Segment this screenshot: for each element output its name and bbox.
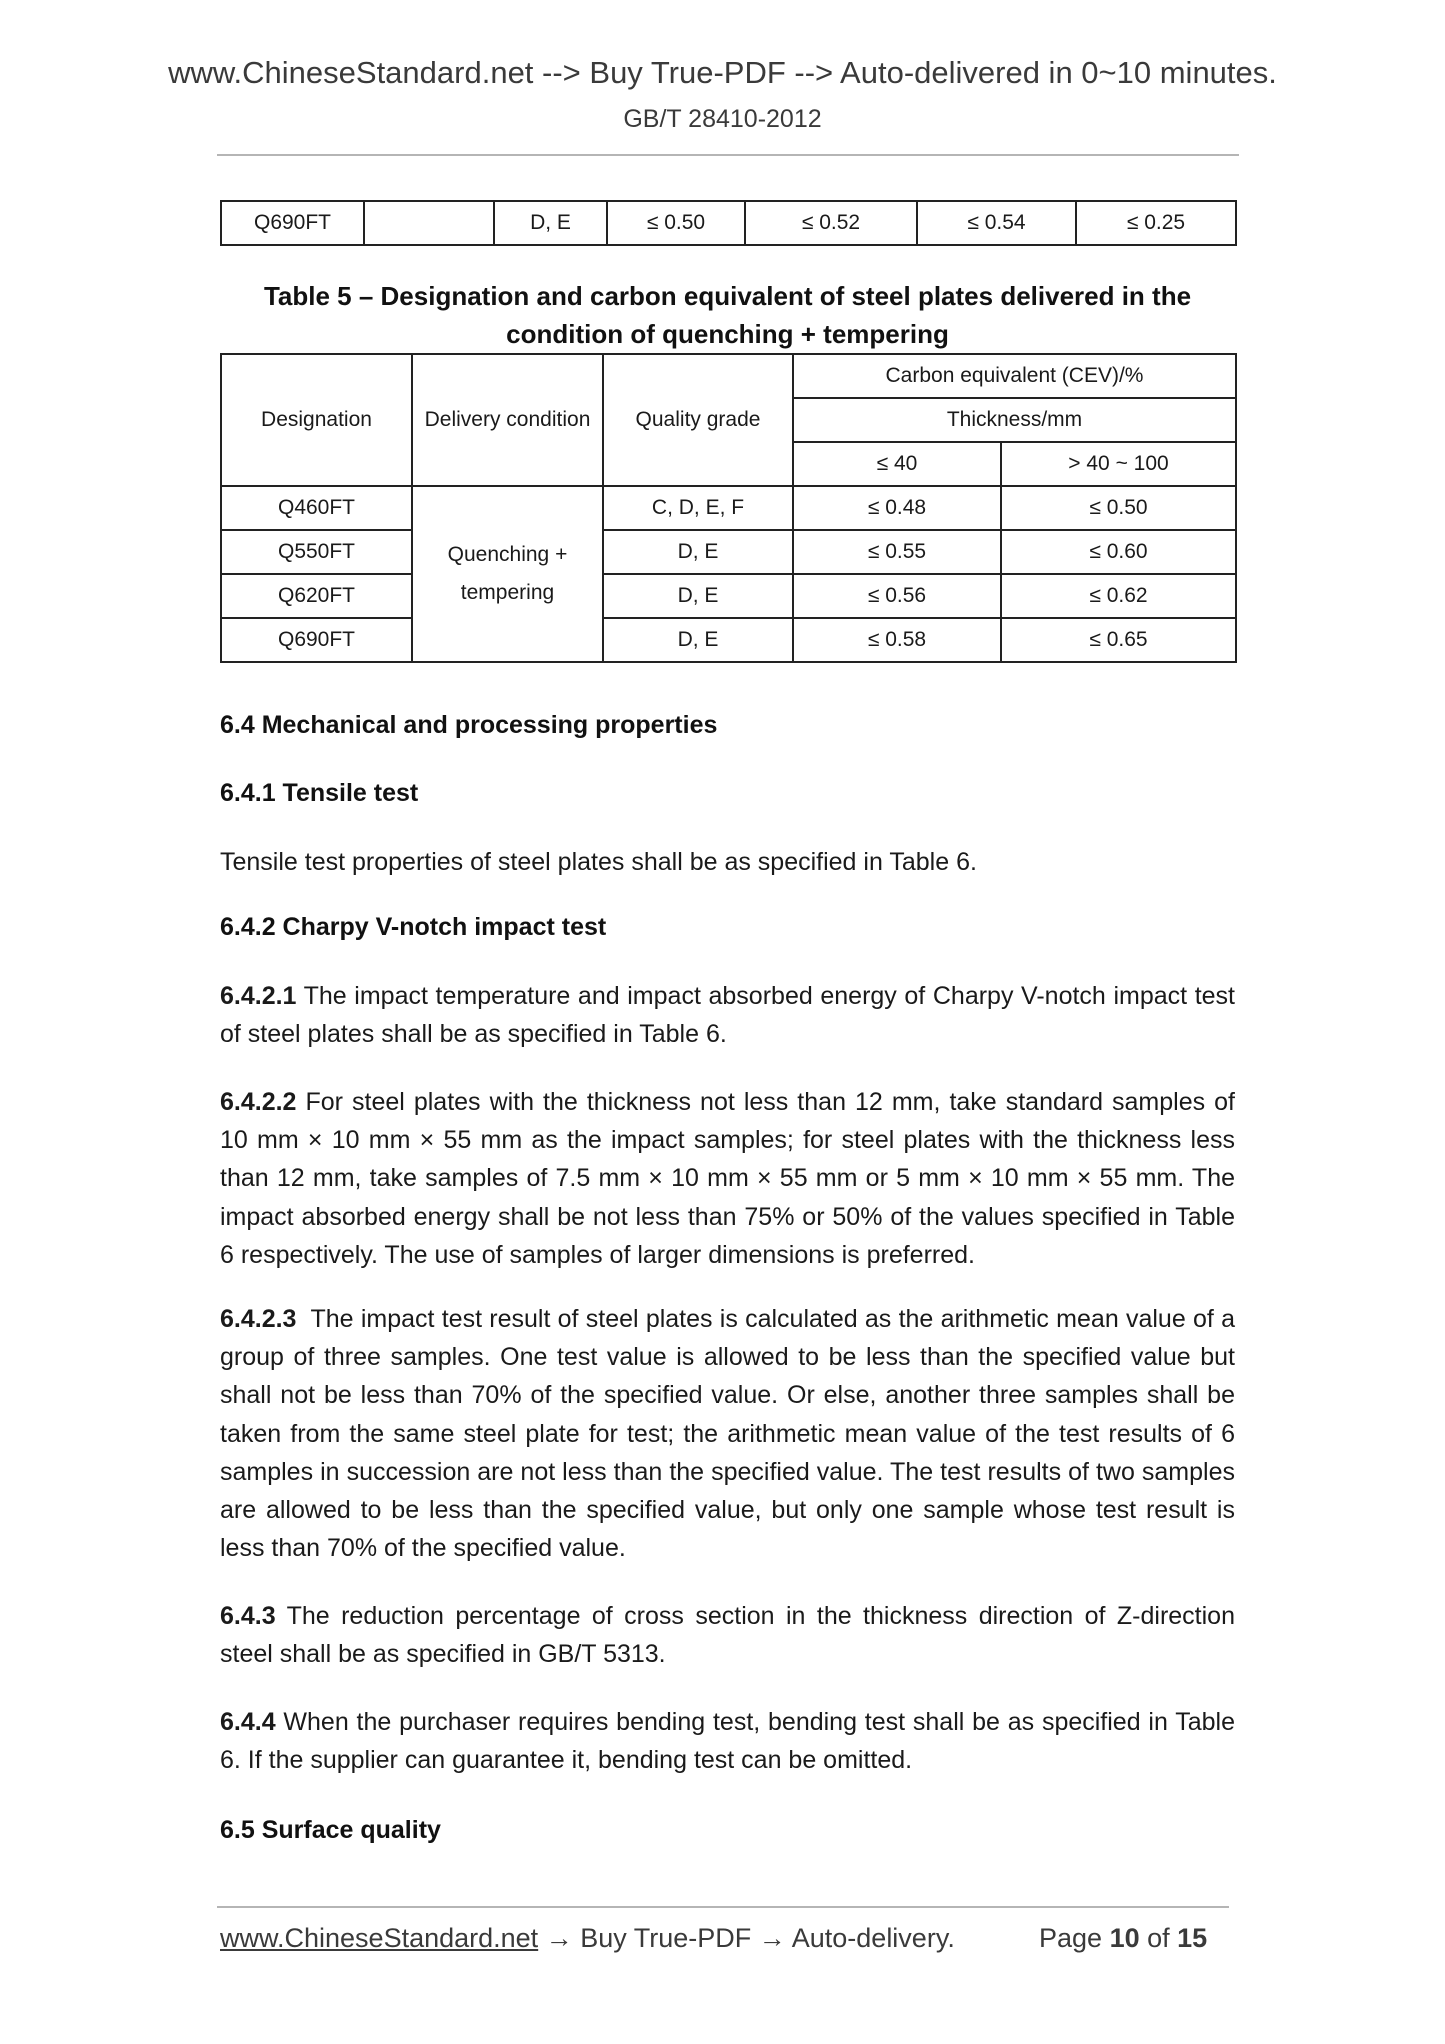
paragraph-6-4-2-3 xyxy=(220,1300,1242,1567)
cell-cev-40-100: ≤ 0.62 xyxy=(1001,574,1236,618)
cell-value: ≤ 0.52 xyxy=(745,201,917,245)
table4-continuation xyxy=(220,200,1237,246)
table-header-row xyxy=(221,354,1236,398)
cell-quality-grade: D, E xyxy=(603,530,793,574)
cell-value: ≤ 0.25 xyxy=(1076,201,1236,245)
clause-text: The impact temperature and impact absorbed energy of Charpy V-notch impact test of steel plates shall be as specified in Table 6. xyxy=(220,982,1235,1049)
header-cev: Carbon equivalent (CEV)/% xyxy=(793,354,1236,398)
section-heading-6-4-2: 6.4.2 Charpy V-notch impact test xyxy=(220,913,607,941)
cell-cev-le40: ≤ 0.58 xyxy=(793,618,1001,662)
paragraph-6-4-2-1 xyxy=(220,977,1235,1053)
header-delivery-condition: Delivery condition xyxy=(412,354,603,486)
header-designation: Designation xyxy=(221,354,412,486)
clause-text: For steel plates with the thickness not less than 12 mm, take standard samples of 10 mm × 10 mm × 55 mm as the impact samples; for steel plates with the thickness less than 12 mm, take samples of 7.5 mm × 10 mm × 55 mm or 5 mm × 10 mm × 55 mm. The impact absorbed energy shall be not less than 75% or 50% of the values specified in Table 6 respectively. The use of samples of larger dimensions is preferred. xyxy=(220,1088,1235,1269)
header-thickness-40-100: > 40 ~ 100 xyxy=(1001,442,1236,486)
section-heading-6-4-1: 6.4.1 Tensile test xyxy=(220,779,419,807)
clause-text: When the purchaser requires bending test, bending test shall be as specified in Table 6. If the supplier can guarantee it, bending test can be omitted. xyxy=(220,1708,1235,1775)
paragraph-6-4-1: Tensile test properties of steel plates shall be as specified in Table 6. xyxy=(220,848,977,876)
section-heading-6-4: 6.4 Mechanical and processing properties xyxy=(220,711,718,739)
standard-id: GB/T 28410-2012 xyxy=(623,105,822,133)
table-row xyxy=(221,530,1236,574)
header-thickness-le40: ≤ 40 xyxy=(793,442,1001,486)
clause-number: 6.4.2.1 xyxy=(220,982,297,1010)
page-current: 10 xyxy=(1109,1923,1140,1953)
cell-designation: Q620FT xyxy=(221,574,412,618)
table-row xyxy=(221,201,1236,245)
footer-tagline: → Buy True-PDF → Auto-delivery. xyxy=(538,1923,955,1953)
footer-divider xyxy=(217,1906,1229,1908)
table5-caption-line2: condition of quenching + tempering xyxy=(506,319,949,349)
header-thickness: Thickness/mm xyxy=(793,398,1236,442)
cell-value: ≤ 0.54 xyxy=(917,201,1076,245)
section-heading-6-5: 6.5 Surface quality xyxy=(220,1816,441,1844)
clause-number: 6.4.3 xyxy=(220,1602,276,1630)
page-indicator xyxy=(1039,1923,1207,1954)
cell-cev-40-100: ≤ 0.60 xyxy=(1001,530,1236,574)
cell-designation: Q550FT xyxy=(221,530,412,574)
cell-quality-grade: D, E xyxy=(603,618,793,662)
footer-site-link[interactable]: www.ChineseStandard.net xyxy=(220,1923,539,1953)
cell-value: ≤ 0.50 xyxy=(607,201,745,245)
page-of: of xyxy=(1139,1923,1178,1953)
cell-cev-le40: ≤ 0.56 xyxy=(793,574,1001,618)
header-divider xyxy=(217,154,1239,156)
cell-designation: Q460FT xyxy=(221,486,412,530)
clause-number: 6.4.4 xyxy=(220,1708,276,1736)
paragraph-6-4-4 xyxy=(220,1703,1235,1779)
delivery-condition-line2: tempering xyxy=(460,581,555,604)
clause-text: The reduction percentage of cross section in the thickness direction of Z-direction steel shall be as specified in GB/T 5313. xyxy=(220,1602,1235,1669)
footer-text xyxy=(220,1923,955,1954)
clause-number: 6.4.2.3 xyxy=(220,1305,297,1333)
paragraph-6-4-2-2 xyxy=(220,1083,1235,1274)
page-label: Page xyxy=(1039,1923,1110,1953)
cell-designation: Q690FT xyxy=(221,201,364,245)
table-row xyxy=(221,618,1236,662)
table5 xyxy=(220,353,1237,663)
page-total: 15 xyxy=(1177,1923,1208,1953)
paragraph-6-4-3 xyxy=(220,1597,1235,1673)
cell-quality-grade: C, D, E, F xyxy=(603,486,793,530)
cell-cev-40-100: ≤ 0.50 xyxy=(1001,486,1236,530)
table-row xyxy=(221,486,1236,530)
cell-delivery-condition xyxy=(364,201,494,245)
table5-caption-line1: Table 5 – Designation and carbon equivalent of steel plates delivered in the xyxy=(263,281,1192,311)
cell-quality-grade: D, E xyxy=(603,574,793,618)
clause-text: The impact test result of steel plates is calculated as the arithmetic mean value of a group of three samples. One test value is allowed to be less than the specified value but shall not be less than 70% of the specified value. Or else, another three samples shall be taken from the same steel plate for test; the arithmetic mean value of the test results of 6 samples in succession are not less than the specified value. The test results of two samples are allowed to be less than the specified value, but only one sample whose test result is less than 70% of the specified value. xyxy=(220,1305,1242,1563)
cell-quality-grade: D, E xyxy=(494,201,607,245)
cell-cev-le40: ≤ 0.48 xyxy=(793,486,1001,530)
header-quality-grade: Quality grade xyxy=(603,354,793,486)
cell-delivery-condition xyxy=(412,486,603,662)
cell-cev-40-100: ≤ 0.65 xyxy=(1001,618,1236,662)
cell-cev-le40: ≤ 0.55 xyxy=(793,530,1001,574)
table-row xyxy=(221,574,1236,618)
cell-designation: Q690FT xyxy=(221,618,412,662)
clause-number: 6.4.2.2 xyxy=(220,1088,297,1116)
header-banner: www.ChineseStandard.net --> Buy True-PDF --> Auto-delivered in 0~10 minutes. xyxy=(168,55,1277,90)
delivery-condition-line1: Quenching + xyxy=(447,543,568,566)
